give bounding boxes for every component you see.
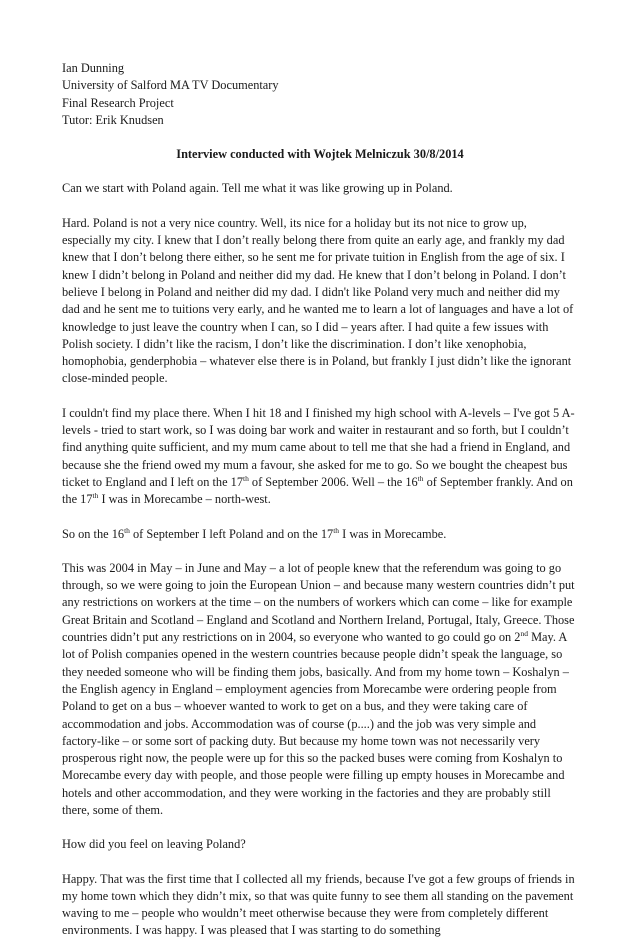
- university-line: University of Salford MA TV Documentary: [62, 78, 279, 93]
- answer-3: So on the 16th of September I left Poland and on the 17th I was in Morecambe.: [62, 525, 447, 541]
- answer-1: Hard. Poland is not a very nice country. Well, its nice for a holiday but its not nice to grow up, especially my city. I knew that I don’t really belong there from quite an early age, and frankly my dad knew that I don’t belong there either, so he sent me for private tuition in English from the age of six. I knew I didn’t belong in Poland and neither did my dad. He knew that I don’t belong in Poland. I don’t believe I belong in Poland and neither did my dad. I didn't like Poland very much and neither did my dad and he sent me to tuitions very early, and he wanted me to learn a lot of languages and have a lot of knowledge to just leave the country when I can, so I did – years after. I had quite a few issues with Polish society. I didn’t like the racism, I don’t like the discrimination. I don’t like xenophobia, homophobia, genderphobia – whatever else there is in Poland, but frankly I just didn’t like the ignorant close-minded people.: [62, 215, 574, 386]
- question-2: How did you feel on leaving Poland?: [62, 837, 246, 852]
- document-header: [62, 60, 578, 129]
- question-1: Can we start with Poland again. Tell me what it was like growing up in Poland.: [62, 181, 453, 196]
- tutor-line: Tutor: Erik Knudsen: [62, 112, 164, 127]
- author-name: Ian Dunning: [62, 61, 125, 75]
- answer-2: I couldn't find my place there. When I hit 18 and I finished my high school with A-levels – I've got 5 A-levels - tried to start work, so I was doing bar work and waiter in restaurant and so forth, but I couldn’t find anything quite sufficient, and my mum came about to tell me that she had a friend in England, and because she the friend owed my mum a favour, she asked for me to go. So we bought the cheapest bus ticket to England and I left on the 17th of September 2006. Well – the 16th of September frankly. And on the 17th I was in Morecambe – north-west.: [62, 405, 575, 507]
- interview-title: Interview conducted with Wojtek Melniczuk 30/8/2014: [176, 147, 464, 162]
- answer-5: Happy. That was the first time that I collected all my friends, because I've got a few groups of friends in my home town which they didn’t mix, so that was quite funny to see them all standing on the pavement waving to me – people who wouldn’t meet otherwise because they were from completely different environments. I was happy. I was pleased that I was starting to do something: [62, 871, 575, 938]
- project-line: Final Research Project: [62, 95, 174, 110]
- answer-4: This was 2004 in May – in June and May – a lot of people knew that the referendum was going to go through, so we were going to join the European Union – and because many western countries didn’t put any restrictions on workers at the time – on the numbers of workers which can come – like for example Great Britain and Scotland – England and Scotland and Northern Ireland, Portugal, Italy, Greece. Those countries didn’t put any restrictions on in 2004, so everyone who wanted to go could go on 2nd May. A lot of Polish companies opened in the western countries because people didn’t speak the language, so they needed someone who will be finding them jobs, basically. And from my home town – Koshalyn – the English agency in England – employment agencies from Morecambe were ordering people from Poland to get on a bus – whoever wanted to work to get on a bus, and they were taking care of accommodation and jobs. Accommodation was of course (p....) and the job was very simple and factory-like – or some sort of packing duty. But because my home town was not necessarily very prosperous right now, the people were up for this so the packed buses were coming from Koshalyn to Morecambe every day with people, and those people were filling up empty houses in Morecambe and hotels and other accommodation, and they were working in the factories and they are probably still there, some of them.: [62, 560, 575, 817]
